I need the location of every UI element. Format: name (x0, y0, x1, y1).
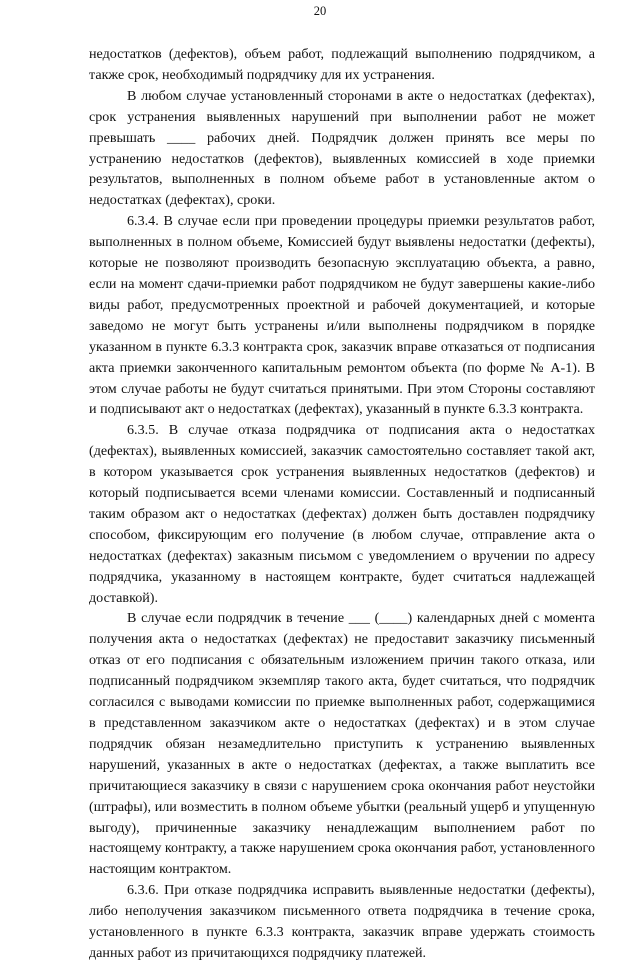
paragraph-deadline-limit: В любом случае установленный сторонами в акте о недостатках (дефектах), срок устранения выявленных нарушений при выполнении работ не может превышать ____ рабочих дней. Подрядчик должен принять все меры по устранению недостатков (дефектов), выявленных комиссией в ходе приемки результатов, выполненных в полном объеме работ в установленные актом о недостатках (дефектах), сроки. (89, 87, 595, 209)
page-number: 20 (313, 4, 327, 18)
paragraph-6-3-5: 6.3.5. В случае отказа подрядчика от подписания акта о недостатках (дефектах), выявленных комиссией, заказчик самостоятельно составляет такой акт, в котором указывается срок устранения выявленных недостатков (дефектов) и который подписывается всеми членами комиссии. Составленный и подписанный таким образом акт о недостатках (дефектах) должен быть доставлен подрядчику способом, фиксирующим его получение (в любом случае, отправление акта о недостатках (дефектах) заказным письмом с уведомлением о вручении по адресу подрядчика, указанному в настоящем контракте, будет считаться надлежащей доставкой). (89, 422, 595, 606)
document-body (89, 44, 595, 964)
paragraph-6-3-6: 6.3.6. При отказе подрядчика исправить выявленные недостатки (дефекты), либо неполучения заказчиком письменного ответа подрядчика в течение срока, установленного в пункте 6.3.3 контракта, заказчик вправе удержать стоимость данных работ из причитающихся подрядчику платежей. (89, 882, 595, 961)
paragraph-continuation: недостатков (дефектов), объем работ, подлежащий выполнению подрядчиком, а также срок, необходимый подрядчику для их устранения. (89, 46, 595, 83)
paragraph-6-3-4: 6.3.4. В случае если при проведении процедуры приемки результатов работ, выполненных в полном объеме, Комиссией будут выявлены недостатки (дефекты), которые не позволяют производить безопасную эксплуатацию объекта, а равно, если на момент сдачи-приемки работ подрядчиком не будут завершены какие-либо виды работ, предусмотренных проектной и рабочей документацией, и которые заведомо не могут быть устранены и/или выполнены подрядчиком в порядке указанном в пункте 6.3.3 контракта срок, заказчик вправе отказаться от подписания акта приемки законченного капитальным ремонтом объекта (по форме № А-1). В этом случае работы не будут считаться принятыми. При этом Стороны составляют и подписывают акт о недостатках (дефектах), указанный в пункте 6.3.3 контракта. (89, 213, 595, 418)
paragraph-refusal-term: В случае если подрядчик в течение ___ (____) календарных дней с момента получения акта о недостатках (дефектах) не предоставит заказчику письменный отказ от его подписания с обязательным изложением причин такого отказа, или подписанный подрядчиком экземпляр такого акта, будет считаться, что подрядчик согласился с выводами комиссии по приемке выполненных работ, содержащимися в представленном заказчиком акте о недостатках (дефектах) и в этом случае подрядчик обязан незамедлительно приступить к устранению выявленных нарушений, указанных в акте о недостатках (дефектах, а также выплатить все причитающиеся заказчику в связи с нарушением срока окончания работ неустойки (штрафы), или возместить в полном объеме убытки (реальный ущерб и упущенную выгоду), причиненные заказчику ненадлежащим выполнением работ по настоящему контракту, а также нарушением срока окончания работ, установленного настоящим контрактом. (89, 610, 595, 878)
